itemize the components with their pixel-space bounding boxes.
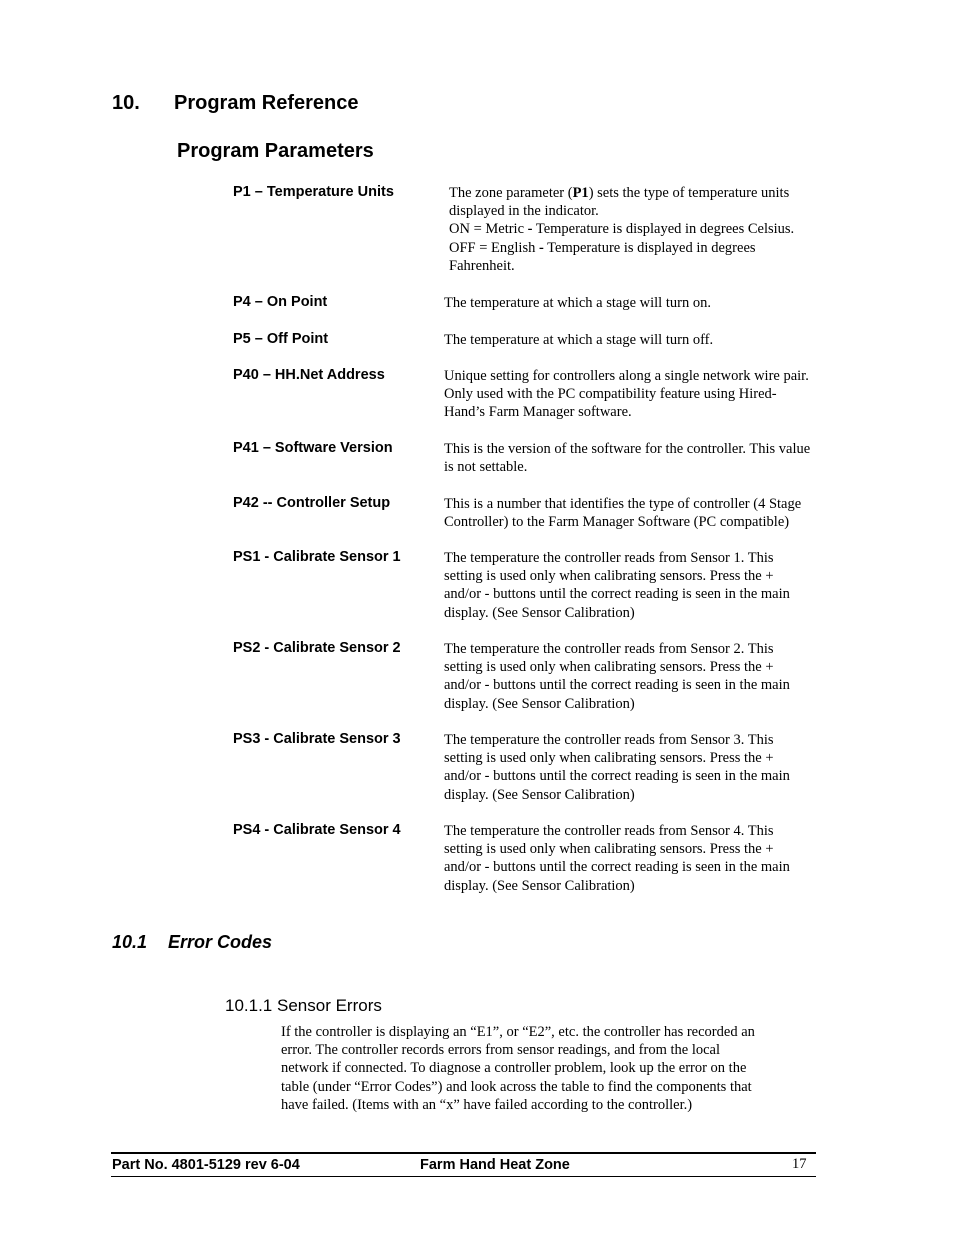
param-description-line: setting is used only when calibrating sensors. Press the + (444, 841, 774, 858)
footer-bottom-rule (111, 1176, 816, 1177)
param-name: P41 – Software Version (233, 440, 393, 456)
subsection-title: Program Parameters (177, 140, 374, 162)
param-name: P5 – Off Point (233, 331, 329, 347)
p1-line-5: Fahrenheit. (449, 257, 515, 274)
sensor-errors-body (281, 1023, 755, 1114)
param-description (444, 331, 713, 349)
error-codes-title: Error Codes (168, 932, 273, 952)
param-description-line: The temperature the controller reads from Sensor 1. This (444, 550, 774, 566)
sensor-errors-line: have failed. (Items with an “x” have failed according to the controller.) (281, 1096, 693, 1113)
param-description-line: The temperature at which a stage will turn on. (444, 295, 711, 311)
section-number: 10. (112, 92, 140, 114)
section-title: Program Reference (174, 92, 359, 114)
param-description-line: and/or - buttons until the correct reading is seen in the main (444, 586, 790, 603)
param-description-line: The temperature at which a stage will turn off. (444, 332, 714, 348)
param-description-line: and/or - buttons until the correct reading is seen in the main (444, 677, 790, 694)
param-description (444, 367, 809, 422)
param-description-line: The temperature the controller reads from Sensor 4. This (444, 823, 774, 839)
param-name: PS3 - Calibrate Sensor 3 (233, 731, 401, 747)
param-name: PS1 - Calibrate Sensor 1 (233, 549, 401, 565)
param-description (444, 440, 810, 476)
param-description-line: is not settable. (444, 459, 528, 476)
param-description-line: Hand’s Farm Manager software. (444, 404, 632, 421)
sensor-errors-line: network if connected. To diagnose a controller problem, look up the error on the (281, 1060, 747, 1077)
param-name: P42 -- Controller Setup (233, 495, 391, 511)
param-name: P40 – HH.Net Address (233, 367, 385, 383)
param-description-line: The temperature the controller reads from Sensor 2. This (444, 641, 774, 657)
footer-page-number: 17 (792, 1156, 807, 1172)
param-description (444, 549, 790, 622)
param-description-line: and/or - buttons until the correct reading is seen in the main (444, 768, 790, 785)
p1-line-4: OFF = English - Temperature is displayed in degrees (449, 239, 756, 256)
param-description-line: The temperature the controller reads from Sensor 3. This (444, 732, 774, 748)
p1-line-1: The zone parameter (P1) sets the type of temperature units (449, 185, 790, 201)
p1-line-2: displayed in the indicator. (449, 203, 599, 220)
param-description (444, 731, 790, 804)
sensor-errors-line: table (under “Error Codes”) and look across the table to find the components that (281, 1078, 752, 1095)
sensor-errors-line: error. The controller records errors from sensor readings, and from the local (281, 1042, 721, 1059)
param-description-line: Controller) to the Farm Manager Software (PC compatible) (444, 514, 790, 531)
param-name-p1: P1 – Temperature Units (233, 184, 394, 200)
param-description-line: and/or - buttons until the correct reading is seen in the main (444, 859, 790, 876)
param-description (444, 640, 790, 713)
param-desc-p1 (449, 184, 794, 275)
param-description-line: display. (See Sensor Calibration) (444, 786, 635, 803)
param-description-line: display. (See Sensor Calibration) (444, 604, 635, 621)
param-description-line: setting is used only when calibrating sensors. Press the + (444, 750, 774, 767)
param-description-line: display. (See Sensor Calibration) (444, 695, 635, 712)
footer-product-name: Farm Hand Heat Zone (420, 1157, 570, 1173)
param-description-line: Only used with the PC compatibility feature using Hired- (444, 386, 777, 403)
param-description-line: display. (See Sensor Calibration) (444, 877, 635, 894)
sensor-errors-line: If the controller is displaying an “E1”, or “E2”, etc. the controller has recorded an (281, 1024, 755, 1040)
param-name: PS4 - Calibrate Sensor 4 (233, 822, 401, 838)
p1-line-3: ON = Metric - Temperature is displayed in degrees Celsius. (449, 221, 795, 238)
param-description-line: setting is used only when calibrating sensors. Press the + (444, 659, 774, 676)
param-description (444, 822, 790, 895)
param-description-line: This is a number that identifies the type of controller (4 Stage (444, 496, 802, 512)
footer-top-rule (111, 1152, 816, 1154)
error-codes-number: 10.1 (112, 932, 148, 952)
param-name: P4 – On Point (233, 294, 328, 310)
param-description-line: This is the version of the software for the controller. This value (444, 441, 811, 457)
param-description (444, 294, 711, 312)
param-description-line: Unique setting for controllers along a single network wire pair. (444, 368, 809, 384)
param-description-line: setting is used only when calibrating sensors. Press the + (444, 568, 774, 585)
footer-part-number: Part No. 4801-5129 rev 6-04 (112, 1157, 300, 1173)
sensor-errors-heading: 10.1.1 Sensor Errors (225, 996, 382, 1015)
param-name: PS2 - Calibrate Sensor 2 (233, 640, 401, 656)
param-description (444, 495, 801, 531)
